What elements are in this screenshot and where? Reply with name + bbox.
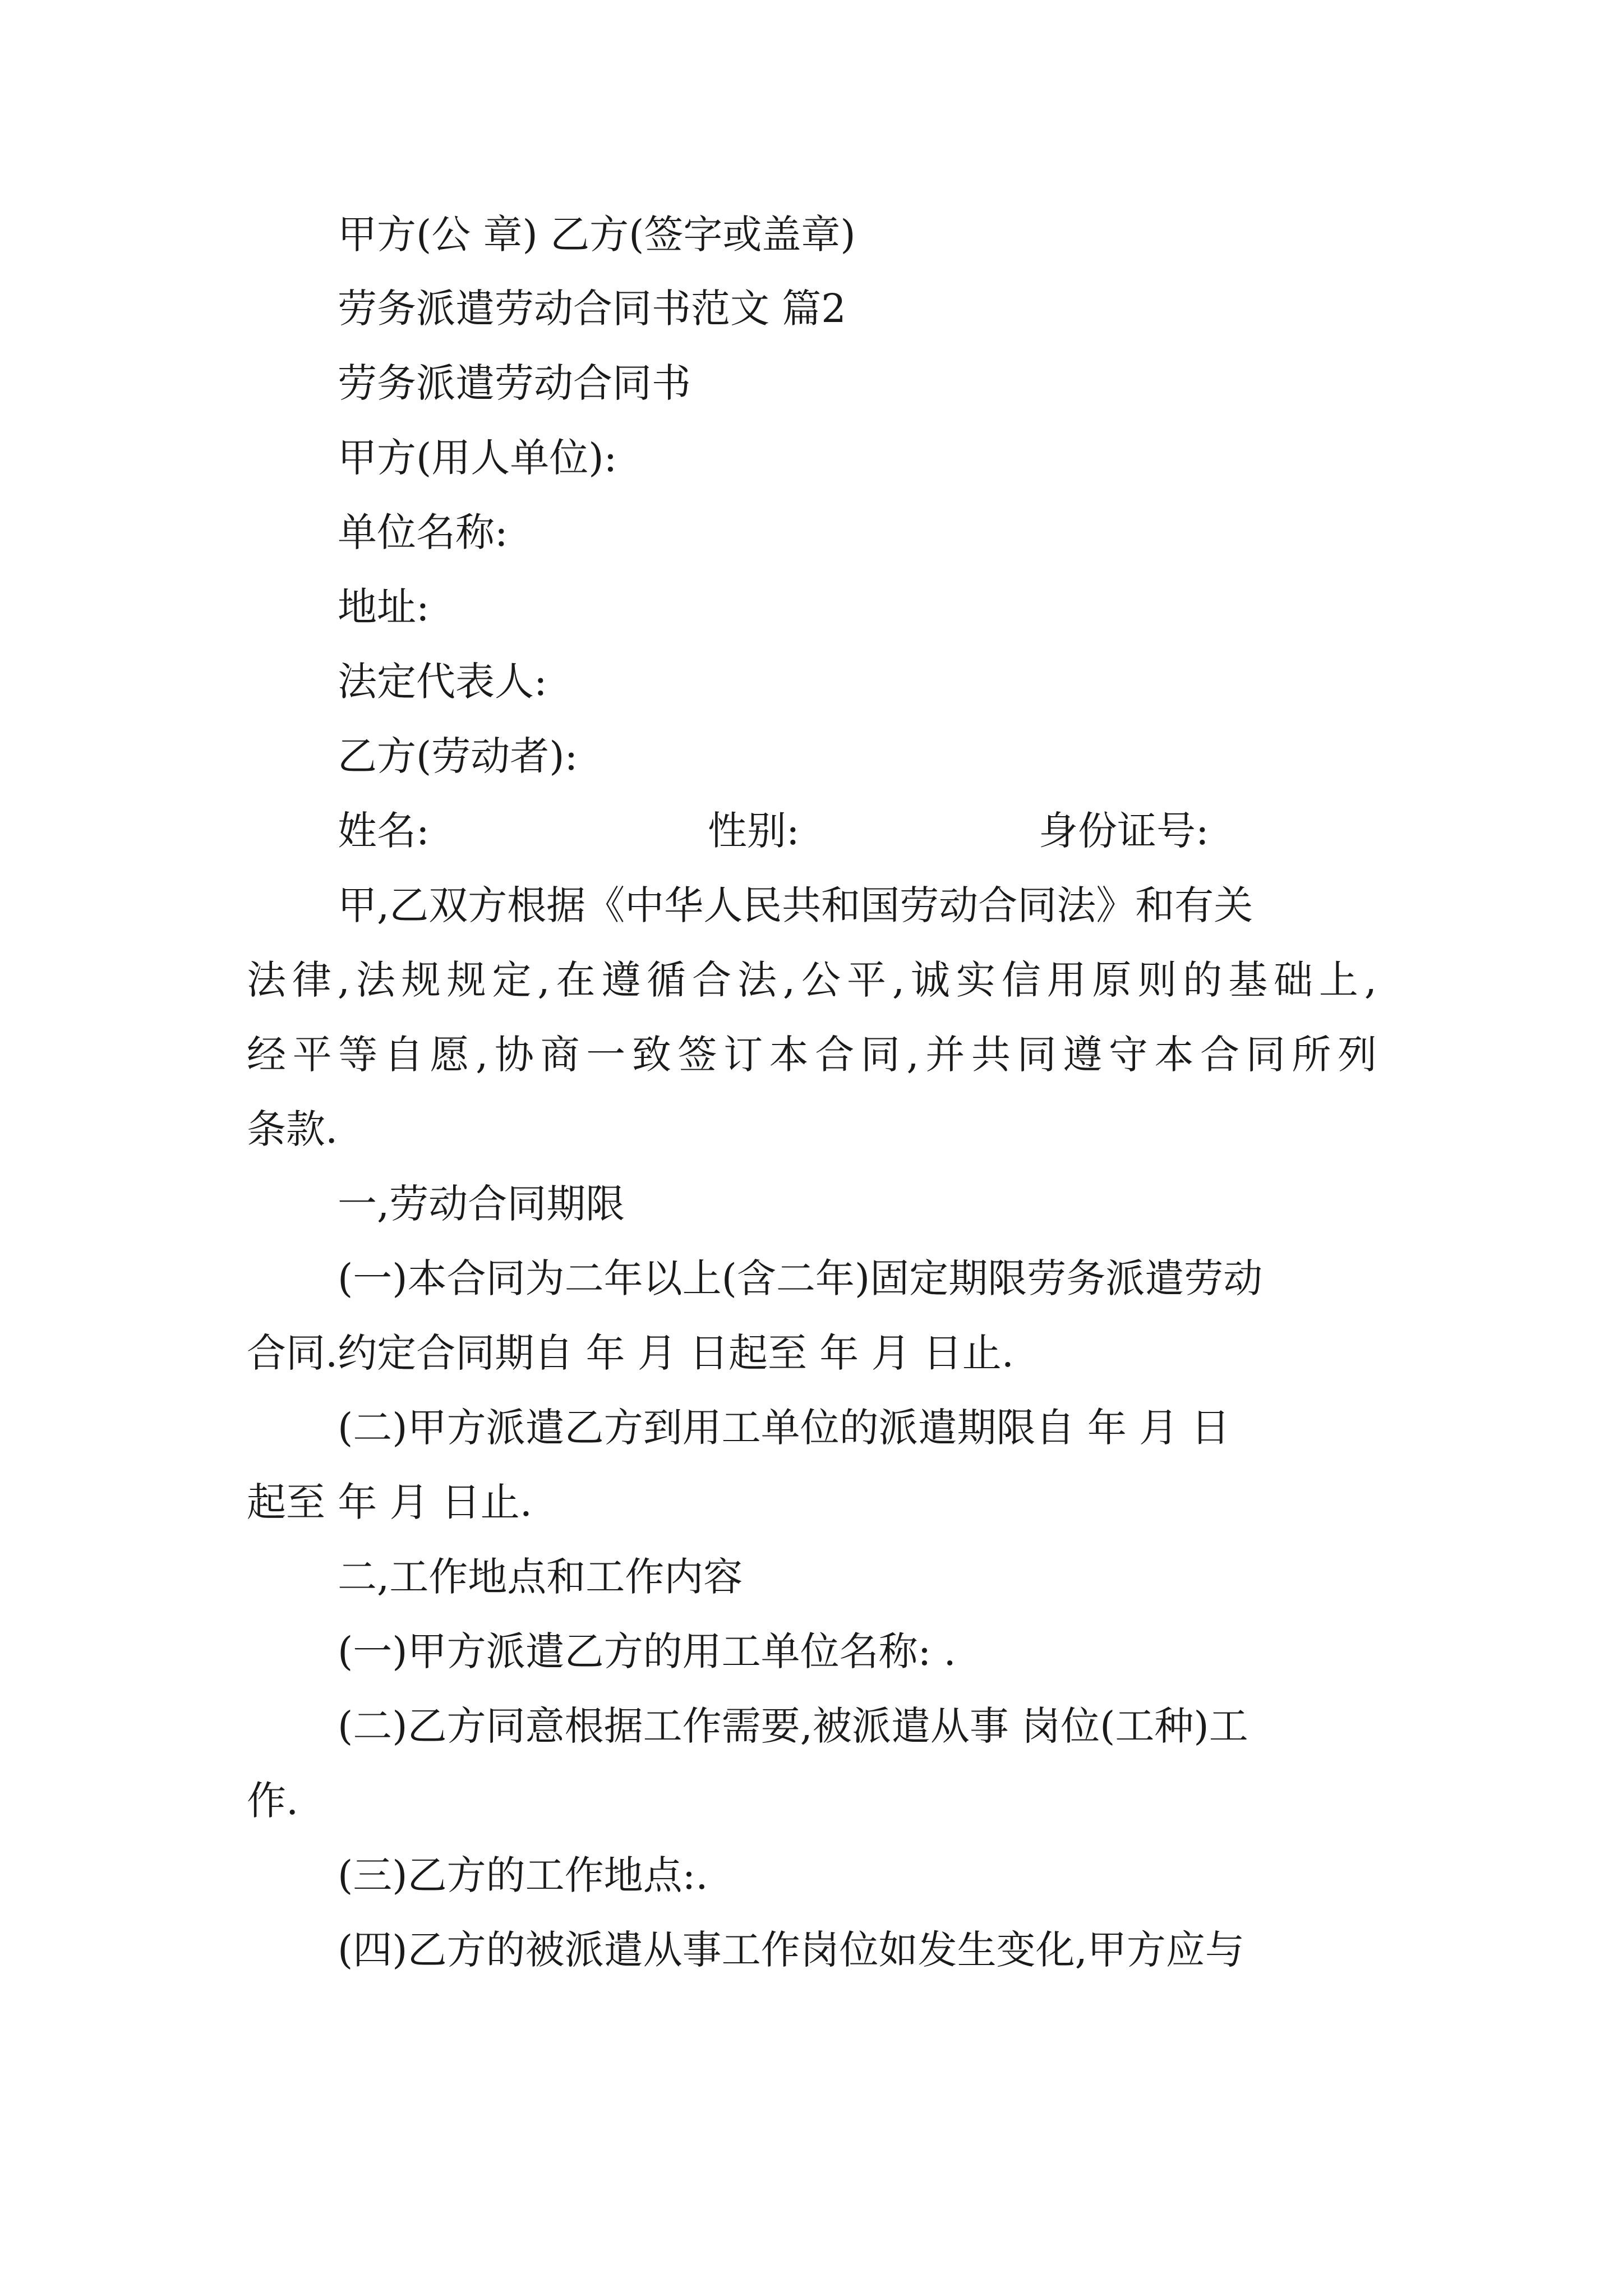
preamble-line-3: 经平等自愿,协商一致签订本合同,并共同遵守本合同所列 <box>247 1032 1377 1078</box>
s2-item3: (三)乙方的工作地点:. <box>338 1852 708 1898</box>
section-heading: 劳务派遣劳动合同书范文 篇2 <box>338 286 846 332</box>
s1-item2-line-1: (二)甲方派遣乙方到用工单位的派遣期限自 年 月 日 <box>338 1405 1230 1451</box>
s2-item2-line-2: 作. <box>247 1778 299 1824</box>
id-label: 身份证号: <box>1039 808 1209 854</box>
preamble-line-4: 条款. <box>247 1106 338 1152</box>
party-a-label: 甲方(用人单位): <box>338 435 617 481</box>
preamble-line-2: 法律,法规规定,在遵循合法,公平,诚实信用原则的基础上, <box>247 957 1377 1003</box>
party-b-label: 乙方(劳动者): <box>338 733 578 779</box>
address-label: 地址: <box>338 584 430 630</box>
section-1-title: 一,劳动合同期限 <box>338 1181 625 1227</box>
s2-item4: (四)乙方的被派遣从事工作岗位如发生变化,甲方应与 <box>338 1927 1244 1973</box>
s1-item1-line-1: (一)本合同为二年以上(含二年)固定期限劳务派遣劳动 <box>338 1255 1263 1301</box>
section-2-title: 二,工作地点和工作内容 <box>338 1554 743 1600</box>
s2-item2-line-1: (二)乙方同意根据工作需要,被派遣从事 岗位(工种)工 <box>338 1703 1248 1749</box>
signature-line: 甲方(公 章) 乙方(签字或盖章) <box>338 211 856 257</box>
unit-name-label: 单位名称: <box>338 509 508 555</box>
s1-item2-line-2: 起至 年 月 日止. <box>247 1479 533 1525</box>
name-label: 姓名: <box>338 808 430 854</box>
preamble-line-1: 甲,乙双方根据《中华人民共和国劳动合同法》和有关 <box>338 882 1253 928</box>
s1-item1-line-2: 合同.约定合同期自 年 月 日起至 年 月 日止. <box>247 1330 1015 1376</box>
gender-label: 性别: <box>708 808 800 854</box>
legal-rep-label: 法定代表人: <box>338 659 547 705</box>
document-title: 劳务派遣劳动合同书 <box>338 360 691 406</box>
personal-info-row <box>338 808 1209 853</box>
s2-item1: (一)甲方派遣乙方的用工单位名称: . <box>338 1628 956 1674</box>
